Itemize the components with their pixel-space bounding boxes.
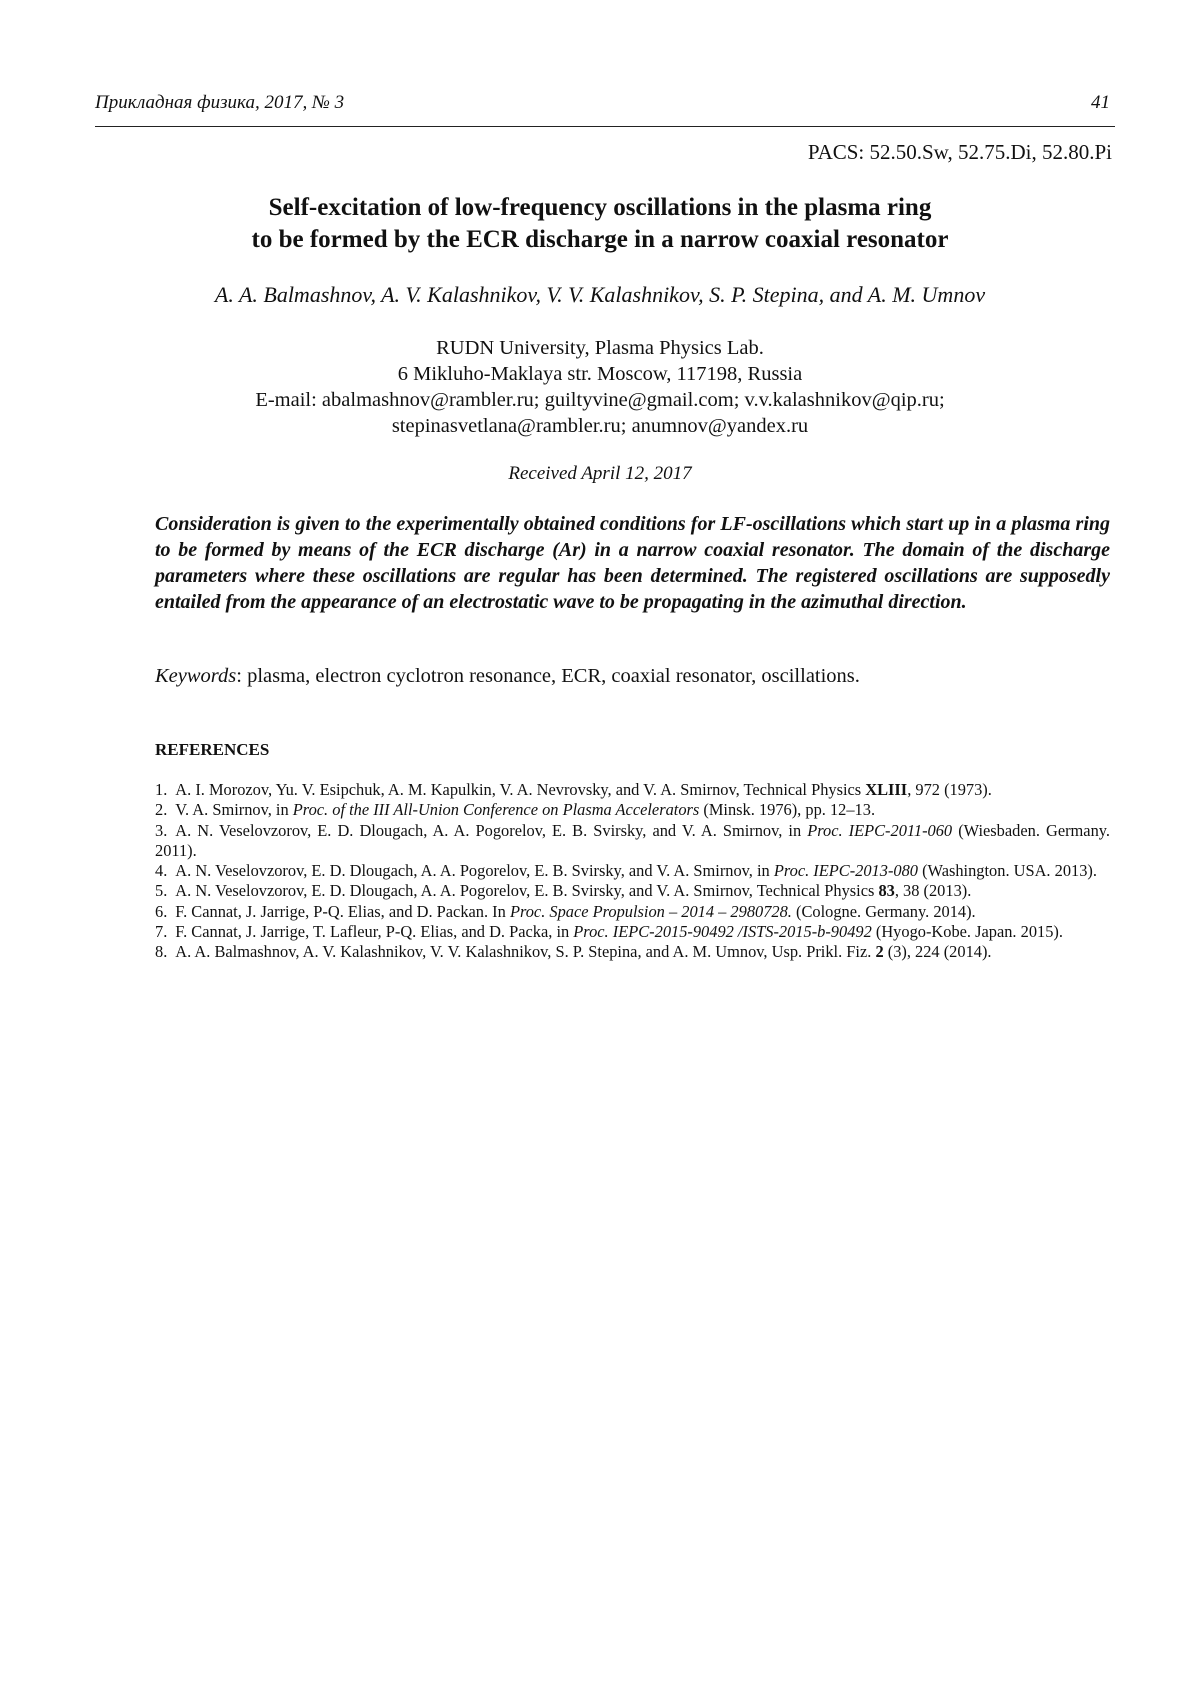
- pacs-codes: PACS: 52.50.Sw, 52.75.Di, 52.80.Pi: [807, 140, 1112, 164]
- reference-item: 2. V. A. Smirnov, in Proc. of the III All-Union Conference on Plasma Accelerators (Minsk. 1976), pp. 12–13.: [155, 800, 876, 820]
- references-heading: REFERENCES: [155, 740, 270, 759]
- reference-item: 1. A. I. Morozov, Yu. V. Esipchuk, A. M. Kapulkin, V. A. Nevrovsky, and V. A. Smirnov, Technical Physics XLIII, 972 (1973).: [155, 780, 992, 799]
- running-head: [95, 92, 1110, 114]
- reference-item: 4. A. N. Veselovzorov, E. D. Dlougach, A. A. Pogorelov, E. B. Svirsky, and V. A. Smirnov, in Proc. IEPC-2013-080 (Washington. USA. 2013).: [155, 861, 1097, 881]
- affiliation-emails: E-mail: abalmashnov@rambler.ru; guiltyvine@gmail.com; v.v.kalashnikov@qip.ru;: [255, 389, 945, 411]
- paper-title: [120, 192, 1080, 256]
- affiliation-block: [120, 335, 1080, 439]
- affiliation-institution: RUDN University, Plasma Physics Lab.: [436, 337, 764, 359]
- affiliation-emails-cont: stepinasvetlana@rambler.ru; anumnov@yandex.ru: [391, 415, 809, 437]
- reference-item: 5. A. N. Veselovzorov, E. D. Dlougach, A. A. Pogorelov, E. B. Svirsky, and V. A. Smirnov, Technical Physics 83, 38 (2013).: [155, 881, 972, 901]
- reference-item: 3. A. N. Veselovzorov, E. D. Dlougach, A. A. Pogorelov, E. B. Svirsky, and V. A. Smirnov, in Proc. IEPC-2011-060 (Wiesbaden. Germany. 2011).: [155, 820, 1110, 860]
- keywords: [155, 665, 1110, 688]
- received-date: Received April 12, 2017: [508, 463, 692, 484]
- title-line-1: Self-excitation of low-frequency oscillations in the plasma ring: [268, 194, 932, 221]
- reference-list: [155, 780, 1110, 963]
- header-divider: [95, 126, 1115, 127]
- title-line-2: to be formed by the ECR discharge in a narrow coaxial resonator: [251, 226, 949, 253]
- keywords-label: Keywords: [155, 665, 237, 687]
- journal-name: Прикладная физика, 2017, № 3: [95, 92, 345, 113]
- page-number: 41: [1091, 92, 1110, 113]
- reference-item: 6. F. Cannat, J. Jarrige, P-Q. Elias, and D. Packan. In Proc. Space Propulsion – 2014 – 2980728. (Cologne. Germany. 2014).: [155, 901, 976, 921]
- abstract: Consideration is given to the experimentally obtained conditions for LF-oscillations which start up in a plasma ring to be formed by means of the ECR discharge (Ar) in a narrow coaxial resonator. The domain of the discharge parameters where these oscillations are regular has been determined. The registered oscillations are supposedly entailed from the appearance of an electrostatic wave to be propagating in the azimuthal direction.: [155, 513, 1110, 613]
- keywords-text: : plasma, electron cyclotron resonance, ECR, coaxial resonator, oscillations.: [236, 665, 860, 687]
- affiliation-address: 6 Mikluho-Maklaya str. Moscow, 117198, Russia: [397, 363, 803, 385]
- reference-item: 7. F. Cannat, J. Jarrige, T. Lafleur, P-Q. Elias, and D. Packa, in Proc. IEPC-2015-90492 /ISTS-2015-b-90492 (Hyogo-Kobe. Japan. 2015).: [155, 922, 1063, 942]
- author-list: A. A. Balmashnov, A. V. Kalashnikov, V. V. Kalashnikov, S. P. Stepina, and A. M. Umnov: [214, 282, 986, 307]
- reference-item: 8. A. A. Balmashnov, A. V. Kalashnikov, V. V. Kalashnikov, S. P. Stepina, and A. M. Umnov, Usp. Prikl. Fiz. 2 (3), 224 (2014).: [155, 942, 992, 962]
